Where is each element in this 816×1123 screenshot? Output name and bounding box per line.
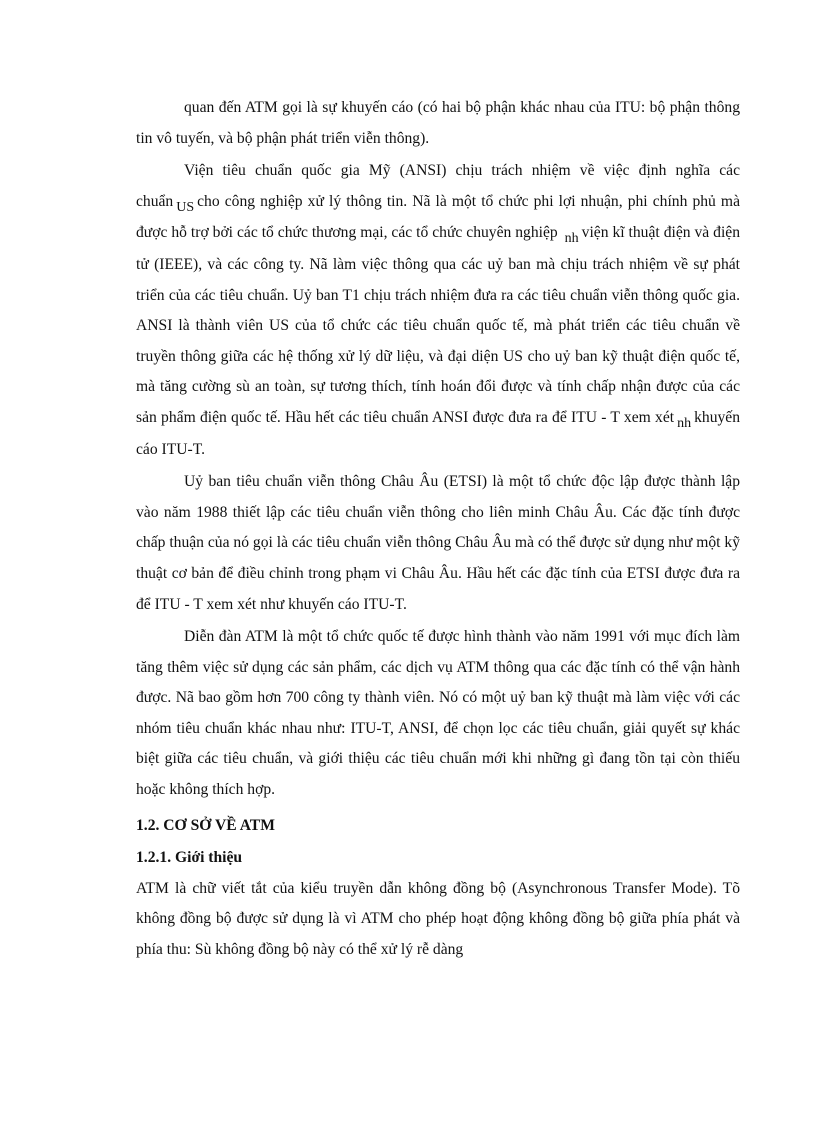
section-heading: 1.2. CƠ SỞ VỀ ATM xyxy=(136,816,275,834)
paragraph-itu-recommendation: quan đến ATM gọi là sự khuyến cáo (có hai bộ phận khác nhau của ITU: bộ phận thông tin vô tuyến, và bộ phận phát triển viễn thông). xyxy=(136,99,740,147)
paragraph-etsi: Uỷ ban tiêu chuẩn viễn thông Châu Âu (ETSI) là một tổ chức độc lập được thành lập vào năm 1988 thiết lập các tiêu chuẩn viễn thông cho liên minh Châu Âu. Các đặc tính được chấp thuận của nó gọi là các tiêu chuẩn viễn thông Châu Âu mà có thể được sử dụng như một kỹ thuật cơ bản để điều chỉnh trong phạm vi Châu Âu. Hầu hết các đặc tính của ETSI được đưa ra để ITU - T xem xét như khuyến cáo ITU-T. xyxy=(136,473,740,613)
paragraph-atm-intro: ATM là chữ viết tắt của kiểu truyền dẫn không đồng bộ (Asynchronous Transfer Mode). Tõ không đồng bộ được sử dụng là vì ATM cho phép hoạt động không đồng bộ giữa phía phát và phía thu: Sù không đồng bộ này có thể xử lý rễ dàng xyxy=(136,879,740,958)
document-page xyxy=(136,93,740,965)
artifact-us: US xyxy=(176,199,195,215)
paragraph-atm-forum: Diễn đàn ATM là một tổ chức quốc tế được hình thành vào năm 1991 với mục đích làm tăng thêm việc sử dụng các sản phẩm, các dịch vụ ATM thông qua các đặc tính có thể vận hành được. Nã bao gồm hơn 700 công ty thành viên. Nó có một uỷ ban kỹ thuật mà làm việc với các nhóm tiêu chuẩn khác nhau như: ITU-T, ANSI, để chọn lọc các tiêu chuẩn, giải quyết sự khác biệt giữa các tiêu chuẩn, và giới thiệu các tiêu chuẩn mới khi những gì đang tồn tại còn thiếu hoặc không thích hợp. xyxy=(136,628,740,799)
ansi-text-2: cho công nghiệp xử lý thông tin. Nã là một tổ chức phi lợi nhuận, phi chính phủ mà được hỗ trợ bởi các tổ chức thương mại, các tổ chức chuyên nghiệp xyxy=(136,192,740,242)
artifact-nh-2: nh xyxy=(677,415,692,431)
ansi-text-4: khuyến cáo ITU-T. xyxy=(136,408,740,458)
paragraph-ansi xyxy=(136,156,740,465)
ansi-text-3: viện kĩ thuật điện và điện tử (IEEE), và các công ty. Nã làm việc thông qua các uỷ ban mà chịu trách nhiệm về sự phát triển của các tiêu chuẩn. Uỷ ban T1 chịu trách nhiệm đưa ra các tiêu chuẩn viễn thông quốc gia. ANSI là thành viên US của tổ chức các tiêu chuẩn quốc tế, mà phát triển các tiêu chuẩn về truyền thông giữa các hệ thống xử lý dữ liệu, và đại diện US cho uỷ ban kỹ thuật điện quốc tế, mà tăng cường sù an toàn, sự tương thích, tính hoán đổi được và tính chấp nhận được của các sản phẩm điện quốc tế. Hầu hết các tiêu chuẩn ANSI được đưa ra để ITU - T xem xét xyxy=(136,224,741,426)
artifact-nh-1: nh xyxy=(564,231,579,247)
subsection-heading: 1.2.1. Giới thiệu xyxy=(136,848,243,866)
ansi-text-1: Viện tiêu chuẩn quốc gia Mỹ (ANSI) chịu trách nhiệm về việc định nghĩa các chuẩn xyxy=(136,162,740,210)
